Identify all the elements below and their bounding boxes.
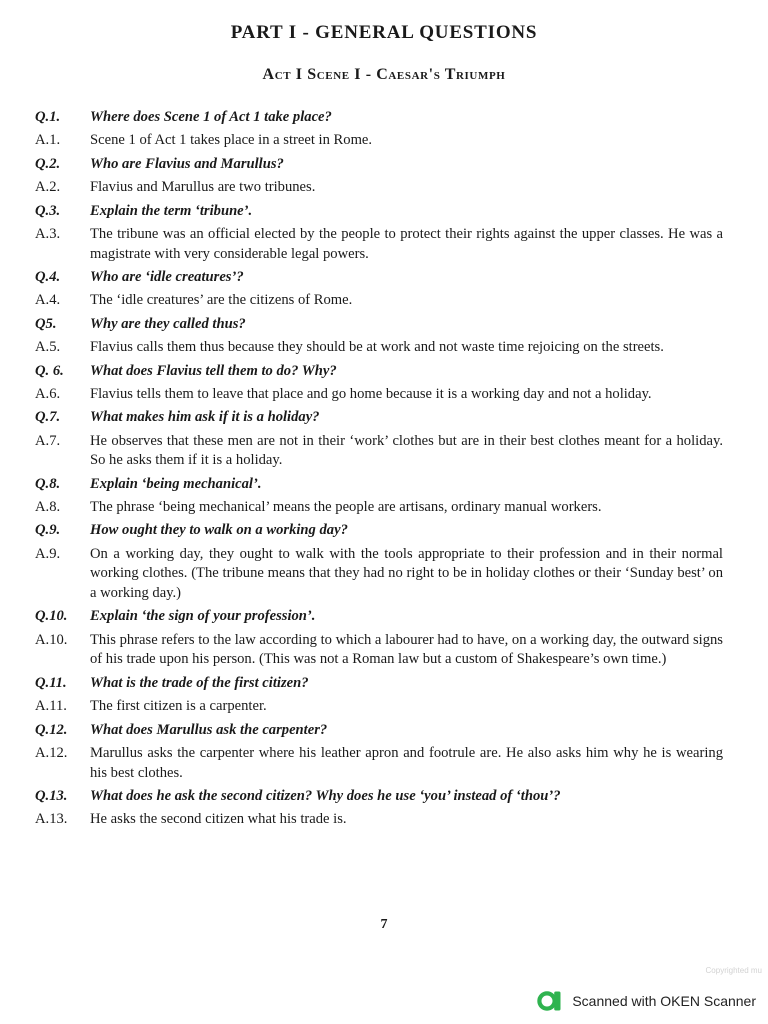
answer-number: A.3. xyxy=(35,225,61,242)
answer-row xyxy=(35,498,723,518)
answer-row xyxy=(35,338,723,358)
question-text: What is the trade of the first citizen? xyxy=(90,674,309,691)
answer-text: Marullus asks the carpenter where his leather apron and footrule are. He also asks him why he is wearing his best clothes. xyxy=(90,744,723,781)
question-text: Who are ‘idle creatures’? xyxy=(90,268,244,285)
question-text: Explain the term ‘tribune’. xyxy=(90,202,253,219)
answer-row xyxy=(35,291,723,311)
answer-text: Flavius calls them thus because they should be at work and not waste time rejoicing on the streets. xyxy=(90,339,664,356)
question-text: Where does Scene 1 of Act 1 take place? xyxy=(90,109,332,125)
answer-text: This phrase refers to the law according to which a labourer had to have, on a working day, the outward signs of his trade upon his person. (This was not a Roman law but a custom of Shakespeare’s own time.) xyxy=(90,631,723,668)
question-row xyxy=(35,607,723,627)
copyright-watermark: Copyrighted mu xyxy=(705,966,762,975)
answer-row xyxy=(35,432,723,471)
answer-number: A.11. xyxy=(35,698,67,715)
question-number: Q.7. xyxy=(35,409,61,426)
qa-list xyxy=(35,108,723,834)
answer-number: A.1. xyxy=(35,132,61,149)
answer-text: The ‘idle creatures’ are the citizens of Rome. xyxy=(90,292,353,309)
answer-number: A.6. xyxy=(35,385,61,402)
question-row xyxy=(35,721,723,741)
question-row xyxy=(35,108,723,128)
answer-number: A.2. xyxy=(35,179,61,196)
answer-number: A.9. xyxy=(35,545,61,562)
question-number: Q.1. xyxy=(35,109,61,125)
answer-row xyxy=(35,385,723,405)
question-row xyxy=(35,787,723,807)
answer-row xyxy=(35,545,723,604)
question-row xyxy=(35,408,723,428)
question-text: Who are Flavius and Marullus? xyxy=(90,155,284,172)
question-text: What does Marullus ask the carpenter? xyxy=(90,721,328,738)
answer-text: The tribune was an official elected by the people to protect their rights against the upper classes. He was a magistrate with very considerable legal powers. xyxy=(90,225,723,262)
question-number: Q.12. xyxy=(35,721,68,738)
question-row xyxy=(35,202,723,222)
answer-text: Flavius and Marullus are two tribunes. xyxy=(90,179,316,196)
question-text: What does Flavius tell them to do? Why? xyxy=(90,362,337,379)
answer-number: A.12. xyxy=(35,744,68,761)
answer-text: He observes that these men are not in their ‘work’ clothes but are in their best clothes meant for a holiday. So he asks them if it is a holiday. xyxy=(90,432,723,469)
question-number: Q5. xyxy=(35,315,57,332)
scene-title: Act I Scene I - Caesar's Triumph xyxy=(262,66,506,83)
answer-row xyxy=(35,810,723,830)
question-text: How ought they to walk on a working day? xyxy=(90,522,348,539)
question-text: Explain ‘being mechanical’. xyxy=(90,475,262,492)
answer-number: A.7. xyxy=(35,432,61,449)
answer-number: A.4. xyxy=(35,292,61,309)
answer-row xyxy=(35,178,723,198)
question-row xyxy=(35,315,723,335)
answer-row xyxy=(35,225,723,264)
question-number: Q.11. xyxy=(35,674,67,691)
scanner-badge xyxy=(537,990,756,1012)
answer-text: Flavius tells them to leave that place and go home because it is a working day and not a holiday. xyxy=(90,385,652,402)
oken-logo-icon xyxy=(537,990,563,1012)
answer-text: The phrase ‘being mechanical’ means the people are artisans, ordinary manual workers. xyxy=(90,499,602,516)
question-row xyxy=(35,475,723,495)
question-number: Q.3. xyxy=(35,202,61,219)
question-number: Q.13. xyxy=(35,787,68,804)
page-number: 7 xyxy=(380,917,388,932)
question-number: Q.10. xyxy=(35,608,68,625)
answer-row xyxy=(35,131,723,151)
question-text: Explain ‘the sign of your profession’. xyxy=(90,608,316,625)
answer-text: Scene 1 of Act 1 takes place in a street in Rome. xyxy=(90,132,373,149)
answer-row xyxy=(35,697,723,717)
answer-row xyxy=(35,744,723,783)
question-number: Q.9. xyxy=(35,522,61,539)
question-number: Q. 6. xyxy=(35,362,64,379)
question-row xyxy=(35,268,723,288)
question-number: Q.2. xyxy=(35,155,61,172)
question-row xyxy=(35,521,723,541)
answer-number: A.13. xyxy=(35,811,68,828)
question-row xyxy=(35,674,723,694)
answer-number: A.10. xyxy=(35,631,68,648)
answer-number: A.8. xyxy=(35,499,61,516)
question-row xyxy=(35,155,723,175)
answer-text: The first citizen is a carpenter. xyxy=(90,698,267,715)
part-title: PART I - GENERAL QUESTIONS xyxy=(230,22,538,43)
answer-text: On a working day, they ought to walk with the tools appropriate to their profession and in their normal working clothes. (The tribune means that they had no right to be in holiday clothes or their ‘Sunday best’ on a working day.) xyxy=(90,545,723,602)
question-number: Q.8. xyxy=(35,475,61,492)
question-row xyxy=(35,362,723,382)
question-text: Why are they called thus? xyxy=(90,315,246,332)
scanner-label: Scanned with OKEN Scanner xyxy=(572,993,756,1009)
question-number: Q.4. xyxy=(35,268,61,285)
answer-row xyxy=(35,631,723,670)
answer-number: A.5. xyxy=(35,339,61,356)
question-text: What does he ask the second citizen? Why does he use ‘you’ instead of ‘thou’? xyxy=(90,787,561,804)
answer-text: He asks the second citizen what his trade is. xyxy=(90,811,347,828)
question-text: What makes him ask if it is a holiday? xyxy=(90,409,320,426)
